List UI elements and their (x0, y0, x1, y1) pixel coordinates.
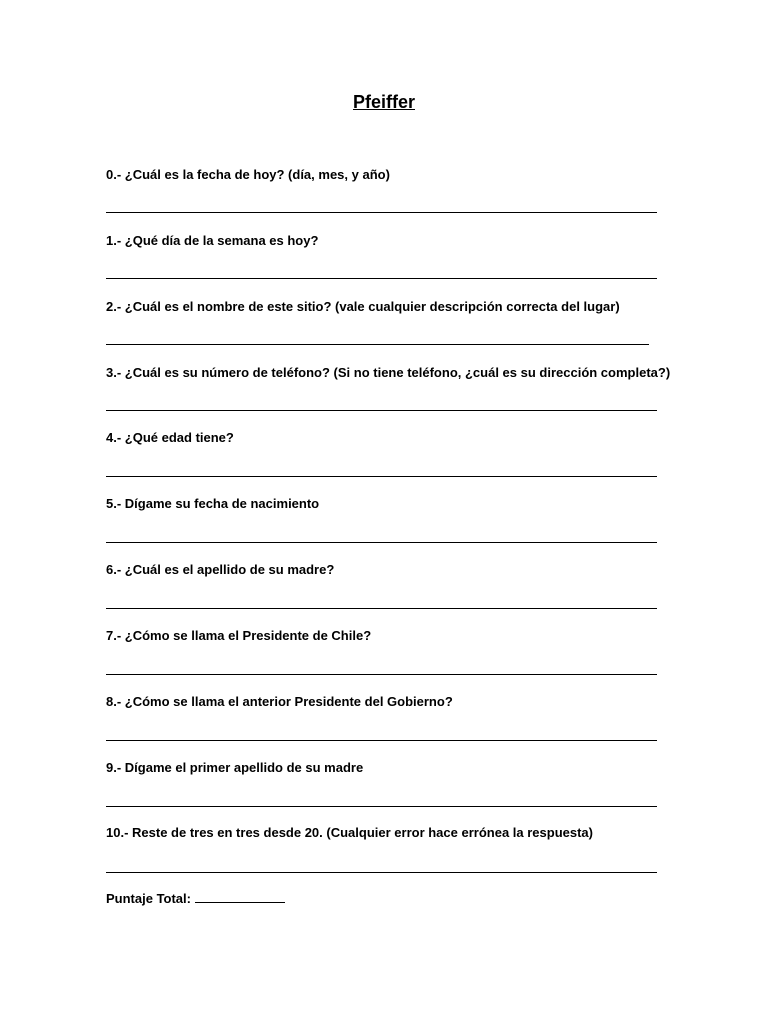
answer-line-4[interactable] (106, 476, 657, 477)
question-9: 9.- Dígame el primer apellido de su madre (106, 760, 364, 775)
question-2: 2.- ¿Cuál es el nombre de este sitio? (vale cualquier descripción correcta del lugar) (106, 299, 620, 314)
answer-line-8[interactable] (106, 740, 657, 741)
question-0: 0.- ¿Cuál es la fecha de hoy? (día, mes, y año) (106, 167, 390, 182)
answer-line-2[interactable] (106, 344, 649, 345)
question-7: 7.- ¿Cómo se llama el Presidente de Chile? (106, 628, 372, 643)
question-5: 5.- Dígame su fecha de nacimiento (106, 496, 320, 511)
total-score-label: Puntaje Total: (106, 891, 191, 906)
answer-line-1[interactable] (106, 278, 657, 279)
answer-line-3[interactable] (106, 410, 657, 411)
total-score (106, 891, 285, 906)
question-8: 8.- ¿Cómo se llama el anterior Presidente del Gobierno? (106, 694, 453, 709)
question-4: 4.- ¿Qué edad tiene? (106, 430, 234, 445)
answer-line-9[interactable] (106, 806, 657, 807)
question-1: 1.- ¿Qué día de la semana es hoy? (106, 233, 319, 248)
question-6: 6.- ¿Cuál es el apellido de su madre? (106, 562, 335, 577)
answer-line-6[interactable] (106, 608, 657, 609)
answer-line-10[interactable] (106, 872, 657, 873)
answer-line-0[interactable] (106, 212, 657, 213)
answer-line-5[interactable] (106, 542, 657, 543)
answer-line-7[interactable] (106, 674, 657, 675)
document-title: Pfeiffer (352, 92, 415, 112)
question-3: 3.- ¿Cuál es su número de teléfono? (Si no tiene teléfono, ¿cuál es su dirección completa?) (106, 365, 671, 380)
question-10: 10.- Reste de tres en tres desde 20. (Cualquier error hace errónea la respuesta) (106, 825, 593, 840)
total-score-line[interactable] (195, 902, 285, 903)
